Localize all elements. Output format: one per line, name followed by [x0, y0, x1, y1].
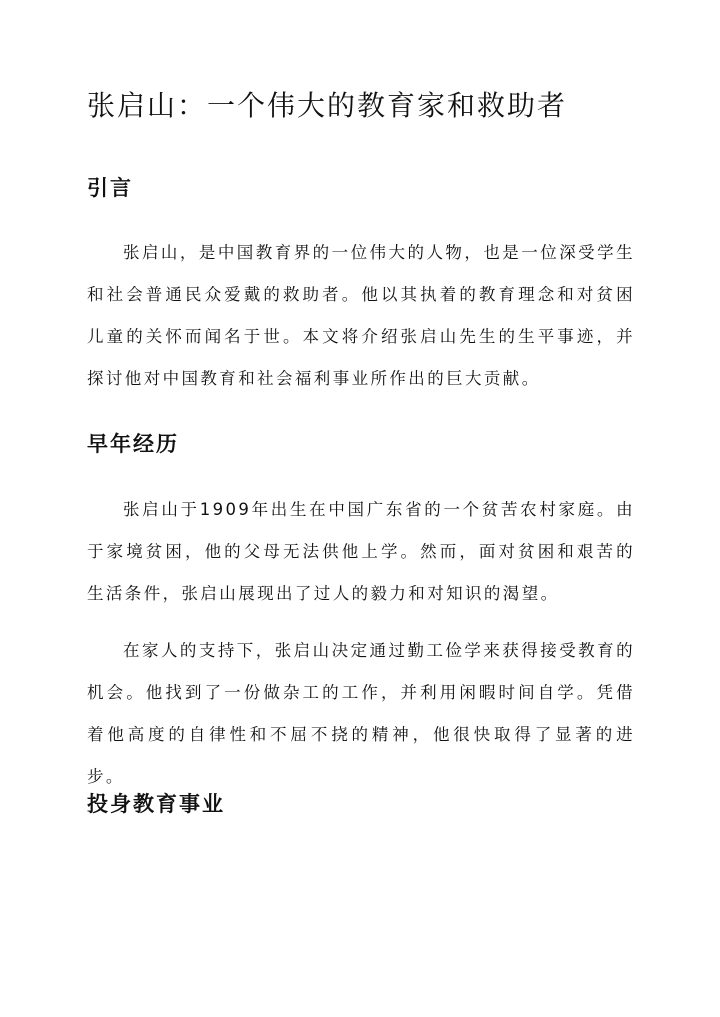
document-title: 张启山：一个伟大的教育家和救助者	[87, 89, 568, 122]
paragraph-introduction: 张启山，是中国教育界的一位伟大的人物，也是一位深受学生和社会普通民众爱戴的救助者。他以其执着的教育理念和对贫困儿童的关怀而闻名于世。本文将介绍张启山先生的生平事迹，并探讨他对中国教育和社会福利事业所作出的巨大贡献。	[87, 243, 635, 388]
paragraph-early-life-1: 张启山于1909年出生在中国广东省的一个贫苦农村家庭。由于家境贫困，他的父母无法供他上学。然而，面对贫困和艰苦的生活条件，张启山展现出了过人的毅力和对知识的渴望。	[87, 500, 635, 603]
section-heading-education-career: 投身教育事业	[87, 792, 225, 816]
paragraph-early-life-2: 在家人的支持下，张启山决定通过勤工俭学来获得接受教育的机会。他找到了一份做杂工的工作，并利用闲暇时间自学。凭借着他高度的自律性和不屈不挠的精神，他很快取得了显著的进步。	[87, 641, 635, 786]
section-heading-early-life: 早年经历	[87, 432, 179, 456]
section-heading-introduction: 引言	[87, 176, 133, 200]
